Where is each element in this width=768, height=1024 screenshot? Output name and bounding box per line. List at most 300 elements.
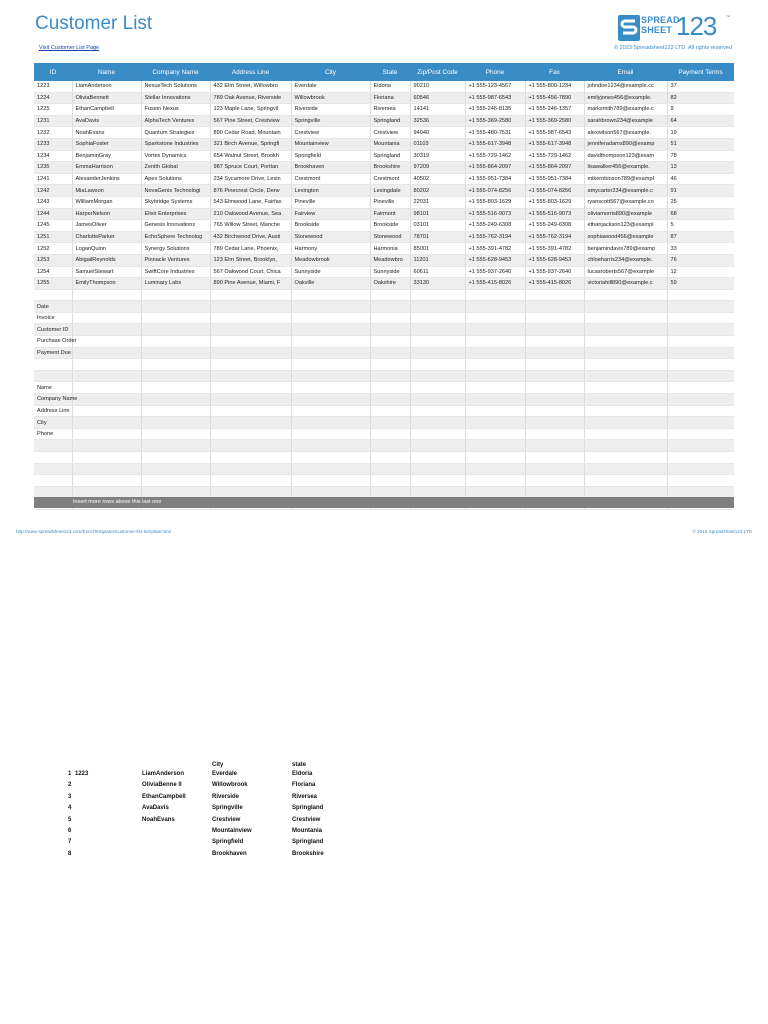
empty-cell[interactable] [410, 370, 465, 382]
table-cell[interactable]: +1 555-123-4567 [465, 81, 525, 92]
table-cell[interactable]: 1243 [34, 196, 72, 208]
template-url[interactable]: http://www.spreadsheet123.com/ExcelTemplates/customer-list-template.html [16, 529, 172, 534]
table-cell[interactable]: ethanjackson123@exampl [584, 220, 667, 232]
empty-cell[interactable] [410, 475, 465, 487]
column-header[interactable]: Company Name [141, 63, 210, 81]
empty-cell[interactable] [584, 405, 667, 417]
table-cell[interactable]: Pinnacle Ventures [141, 254, 210, 266]
table-cell[interactable]: alexwilson567@example. [584, 127, 667, 139]
empty-cell[interactable] [465, 417, 525, 429]
column-header[interactable]: City [291, 63, 370, 81]
empty-cell[interactable] [291, 475, 370, 487]
empty-cell[interactable] [465, 370, 525, 382]
empty-cell[interactable] [291, 428, 370, 440]
column-header[interactable]: Zip/Post Code [410, 63, 465, 81]
empty-cell[interactable] [370, 347, 410, 359]
empty-cell[interactable] [667, 312, 734, 324]
table-cell[interactable]: +1 555-729-1462 [525, 150, 584, 162]
table-cell[interactable]: 567 Oakwood Court, Chica [210, 266, 291, 278]
table-cell[interactable]: 85001 [410, 243, 465, 255]
empty-cell[interactable] [465, 463, 525, 475]
table-cell[interactable]: 1235 [34, 162, 72, 174]
empty-cell[interactable] [584, 440, 667, 452]
table-cell[interactable]: MiaLawson [72, 185, 141, 197]
table-cell[interactable]: 567 Pine Street, Crestview [210, 115, 291, 127]
empty-cell[interactable] [141, 359, 210, 371]
table-cell[interactable]: mikerobinson789@exampl [584, 173, 667, 185]
empty-cell[interactable] [72, 428, 141, 440]
table-cell[interactable]: 64 [667, 115, 734, 127]
table-cell[interactable]: Lexington [291, 185, 370, 197]
table-cell[interactable]: 94040 [410, 127, 465, 139]
empty-cell[interactable] [410, 405, 465, 417]
empty-cell[interactable] [210, 428, 291, 440]
table-cell[interactable]: +1 555-480-7531 [465, 127, 525, 139]
empty-cell[interactable] [72, 463, 141, 475]
table-cell[interactable]: 60546 [410, 92, 465, 104]
table-cell[interactable]: Crestmont [370, 173, 410, 185]
empty-cell[interactable] [584, 394, 667, 406]
table-cell[interactable]: 210 Oakwood Avenue, Sea [210, 208, 291, 220]
table-cell[interactable]: +1 555-987-6543 [525, 127, 584, 139]
table-cell[interactable]: 123 Elm Street, Brooklyn, [210, 254, 291, 266]
empty-cell[interactable] [584, 324, 667, 336]
table-cell[interactable]: JamesOliver [72, 220, 141, 232]
table-cell[interactable]: Fairmont [370, 208, 410, 220]
empty-cell[interactable] [525, 440, 584, 452]
empty-cell[interactable] [141, 405, 210, 417]
table-cell[interactable]: Fusion Nexus [141, 104, 210, 116]
empty-cell[interactable] [370, 417, 410, 429]
empty-cell[interactable] [370, 336, 410, 348]
empty-cell[interactable] [370, 382, 410, 394]
table-cell[interactable]: +1 555-987-6543 [465, 92, 525, 104]
empty-cell[interactable] [291, 347, 370, 359]
table-cell[interactable]: Springfield [291, 150, 370, 162]
empty-cell[interactable] [291, 440, 370, 452]
table-cell[interactable]: 5 [667, 220, 734, 232]
table-cell[interactable]: 1245 [34, 220, 72, 232]
table-cell[interactable]: 789 Oak Avenue, Riverside [210, 92, 291, 104]
empty-cell[interactable] [141, 324, 210, 336]
table-cell[interactable]: jenniferadams890@examp [584, 138, 667, 150]
table-cell[interactable]: CharlotteParker [72, 231, 141, 243]
table-cell[interactable]: 11201 [410, 254, 465, 266]
empty-cell[interactable] [291, 324, 370, 336]
table-cell[interactable]: Fairview [291, 208, 370, 220]
empty-cell[interactable] [370, 394, 410, 406]
empty-cell[interactable] [667, 324, 734, 336]
table-cell[interactable]: 654 Walnut Street, Brookh [210, 150, 291, 162]
table-cell[interactable]: Oakshire [370, 278, 410, 290]
table-cell[interactable]: johndoe1234@example.cc [584, 81, 667, 92]
empty-cell[interactable] [72, 440, 141, 452]
table-cell[interactable]: 13 [667, 162, 734, 174]
table-cell[interactable]: 82 [667, 92, 734, 104]
empty-cell[interactable] [141, 428, 210, 440]
empty-cell[interactable] [210, 440, 291, 452]
empty-cell[interactable] [525, 405, 584, 417]
table-cell[interactable]: Brookside [291, 220, 370, 232]
table-cell[interactable]: 80202 [410, 185, 465, 197]
table-cell[interactable]: +1 555-391-4782 [525, 243, 584, 255]
empty-cell[interactable] [584, 428, 667, 440]
table-cell[interactable]: Pineville [370, 196, 410, 208]
table-cell[interactable]: Stellar Innovations [141, 92, 210, 104]
table-cell[interactable]: Brookside [370, 220, 410, 232]
empty-cell[interactable] [410, 324, 465, 336]
table-cell[interactable]: +1 555-516-9073 [465, 208, 525, 220]
empty-cell[interactable] [210, 301, 291, 313]
table-cell[interactable]: davidthompson123@exam [584, 150, 667, 162]
table-cell[interactable]: SamuelStewart [72, 266, 141, 278]
table-cell[interactable]: marksmith789@example.c [584, 104, 667, 116]
empty-cell[interactable] [370, 440, 410, 452]
empty-cell[interactable] [410, 336, 465, 348]
table-cell[interactable]: 890 Pine Avenue, Miami, F [210, 278, 291, 290]
table-cell[interactable]: 12 [667, 266, 734, 278]
empty-cell[interactable] [525, 324, 584, 336]
empty-cell[interactable] [525, 475, 584, 487]
empty-cell[interactable] [370, 463, 410, 475]
table-cell[interactable]: AvaDavis [72, 115, 141, 127]
table-cell[interactable]: +1 555-246-8135 [465, 104, 525, 116]
table-cell[interactable]: +1 555-864-2097 [525, 162, 584, 174]
empty-cell[interactable] [410, 289, 465, 301]
table-cell[interactable]: 33130 [410, 278, 465, 290]
empty-cell[interactable] [410, 452, 465, 464]
empty-cell[interactable] [525, 463, 584, 475]
table-cell[interactable]: Sunnyside [370, 266, 410, 278]
empty-cell[interactable] [72, 452, 141, 464]
empty-cell[interactable] [410, 359, 465, 371]
empty-cell[interactable] [584, 336, 667, 348]
empty-cell[interactable] [141, 370, 210, 382]
empty-cell[interactable] [141, 440, 210, 452]
empty-cell[interactable] [525, 289, 584, 301]
table-cell[interactable]: 543 Elmwood Lane, Fairfax [210, 196, 291, 208]
empty-cell[interactable] [291, 394, 370, 406]
table-cell[interactable]: Skybridge Systems [141, 196, 210, 208]
table-cell[interactable]: victoriahill890@example.c [584, 278, 667, 290]
table-cell[interactable]: LiamAnderson [72, 81, 141, 92]
empty-cell[interactable] [72, 301, 141, 313]
column-header[interactable]: ID [34, 63, 72, 81]
table-cell[interactable]: NovaGenix Technologi [141, 185, 210, 197]
empty-cell[interactable] [370, 312, 410, 324]
empty-cell[interactable] [525, 452, 584, 464]
empty-cell[interactable] [72, 289, 141, 301]
table-cell[interactable]: 1232 [34, 127, 72, 139]
empty-cell[interactable] [667, 359, 734, 371]
empty-cell[interactable] [584, 382, 667, 394]
table-cell[interactable]: AlexanderJenkins [72, 173, 141, 185]
empty-cell[interactable] [465, 289, 525, 301]
empty-cell[interactable] [667, 301, 734, 313]
table-cell[interactable]: 30319 [410, 150, 465, 162]
empty-cell[interactable] [34, 440, 72, 452]
empty-cell[interactable] [370, 452, 410, 464]
empty-cell[interactable] [210, 312, 291, 324]
empty-cell[interactable] [465, 452, 525, 464]
empty-cell[interactable] [291, 463, 370, 475]
column-header[interactable]: Phone [465, 63, 525, 81]
empty-cell[interactable] [584, 370, 667, 382]
empty-cell[interactable] [210, 359, 291, 371]
table-cell[interactable]: Stonewood [291, 231, 370, 243]
table-cell[interactable]: 22031 [410, 196, 465, 208]
table-cell[interactable]: +1 555-074-8256 [525, 185, 584, 197]
empty-cell[interactable] [370, 370, 410, 382]
empty-cell[interactable] [667, 417, 734, 429]
empty-cell[interactable] [525, 370, 584, 382]
empty-cell[interactable] [584, 347, 667, 359]
empty-cell[interactable] [525, 301, 584, 313]
table-cell[interactable]: Zenith Global [141, 162, 210, 174]
empty-cell[interactable] [72, 347, 141, 359]
empty-cell[interactable] [667, 440, 734, 452]
empty-cell[interactable] [72, 324, 141, 336]
empty-cell[interactable] [370, 301, 410, 313]
empty-cell[interactable] [465, 428, 525, 440]
empty-cell[interactable] [465, 324, 525, 336]
empty-cell[interactable] [410, 301, 465, 313]
empty-cell[interactable] [410, 312, 465, 324]
empty-cell[interactable] [291, 370, 370, 382]
table-cell[interactable]: 97209 [410, 162, 465, 174]
table-cell[interactable]: sarahbrown234@example [584, 115, 667, 127]
empty-cell[interactable] [291, 289, 370, 301]
empty-cell[interactable] [465, 405, 525, 417]
empty-cell[interactable] [584, 463, 667, 475]
table-cell[interactable]: +1 555-246-1357 [525, 104, 584, 116]
empty-cell[interactable] [584, 417, 667, 429]
empty-cell[interactable] [141, 452, 210, 464]
table-cell[interactable]: +1 555-617-3948 [465, 138, 525, 150]
empty-cell[interactable] [465, 394, 525, 406]
table-cell[interactable]: 321 Birch Avenue, Springfi [210, 138, 291, 150]
table-cell[interactable]: 1231 [34, 115, 72, 127]
empty-cell[interactable] [465, 347, 525, 359]
empty-cell[interactable] [141, 347, 210, 359]
empty-cell[interactable] [667, 394, 734, 406]
table-cell[interactable]: 1225 [34, 104, 72, 116]
table-cell[interactable]: +1 555-762-3194 [525, 231, 584, 243]
empty-cell[interactable] [210, 452, 291, 464]
table-cell[interactable]: +1 555-074-8256 [465, 185, 525, 197]
table-cell[interactable]: 46 [667, 173, 734, 185]
table-cell[interactable]: NoahEvans [72, 127, 141, 139]
empty-cell[interactable] [584, 359, 667, 371]
table-cell[interactable]: 14141 [410, 104, 465, 116]
table-cell[interactable]: 1252 [34, 243, 72, 255]
table-cell[interactable]: EthanCampbell [72, 104, 141, 116]
empty-cell[interactable] [525, 382, 584, 394]
empty-cell[interactable] [210, 394, 291, 406]
empty-cell[interactable] [34, 289, 72, 301]
table-cell[interactable]: Elixir Enterprises [141, 208, 210, 220]
empty-cell[interactable] [667, 382, 734, 394]
table-cell[interactable]: 37 [667, 81, 734, 92]
table-cell[interactable]: Springland [370, 150, 410, 162]
table-cell[interactable]: Floriana [370, 92, 410, 104]
table-cell[interactable]: 25 [667, 196, 734, 208]
empty-cell[interactable] [141, 382, 210, 394]
table-cell[interactable]: Luminary Labs [141, 278, 210, 290]
empty-cell[interactable] [667, 475, 734, 487]
empty-cell[interactable] [584, 312, 667, 324]
empty-cell[interactable] [584, 301, 667, 313]
empty-cell[interactable] [465, 301, 525, 313]
empty-cell[interactable] [291, 312, 370, 324]
empty-cell[interactable] [584, 475, 667, 487]
empty-cell[interactable] [667, 289, 734, 301]
table-cell[interactable]: sophiawood456@example [584, 231, 667, 243]
table-cell[interactable]: SophiaFoster [72, 138, 141, 150]
table-cell[interactable]: Meadowbrook [291, 254, 370, 266]
table-cell[interactable]: 33 [667, 243, 734, 255]
table-cell[interactable]: 51 [667, 138, 734, 150]
empty-cell[interactable] [410, 463, 465, 475]
table-cell[interactable]: +1 555-803-1629 [525, 196, 584, 208]
table-cell[interactable]: 1251 [34, 231, 72, 243]
column-header[interactable]: Address Line [210, 63, 291, 81]
empty-cell[interactable] [465, 475, 525, 487]
table-cell[interactable]: +1 555-864-2097 [465, 162, 525, 174]
table-cell[interactable]: 59 [667, 278, 734, 290]
table-cell[interactable]: +1 555-249-6308 [465, 220, 525, 232]
table-cell[interactable]: +1 555-516-9073 [525, 208, 584, 220]
table-cell[interactable]: Oakville [291, 278, 370, 290]
table-cell[interactable]: Vortex Dynamics [141, 150, 210, 162]
table-cell[interactable]: 9 [667, 104, 734, 116]
table-cell[interactable]: Brookshire [370, 162, 410, 174]
table-cell[interactable]: chloeharris234@example. [584, 254, 667, 266]
empty-cell[interactable] [291, 417, 370, 429]
empty-cell[interactable] [410, 417, 465, 429]
empty-cell[interactable] [72, 382, 141, 394]
table-cell[interactable]: 1244 [34, 208, 72, 220]
table-cell[interactable]: HarperNelson [72, 208, 141, 220]
table-cell[interactable]: 90210 [410, 81, 465, 92]
table-cell[interactable]: +1 555-249-6308 [525, 220, 584, 232]
empty-cell[interactable] [72, 475, 141, 487]
empty-cell[interactable] [34, 452, 72, 464]
empty-cell[interactable] [291, 382, 370, 394]
empty-cell[interactable] [210, 463, 291, 475]
table-cell[interactable]: AlphaTech Ventures [141, 115, 210, 127]
empty-cell[interactable] [141, 475, 210, 487]
empty-cell[interactable] [370, 428, 410, 440]
empty-cell[interactable] [410, 394, 465, 406]
table-cell[interactable]: 789 Cedar Lane, Phoenix, [210, 243, 291, 255]
empty-cell[interactable] [291, 405, 370, 417]
empty-cell[interactable] [525, 417, 584, 429]
empty-cell[interactable] [34, 370, 72, 382]
table-cell[interactable]: Crestmont [291, 173, 370, 185]
empty-cell[interactable] [525, 359, 584, 371]
empty-cell[interactable] [465, 336, 525, 348]
table-cell[interactable]: 1254 [34, 266, 72, 278]
table-cell[interactable]: 32536 [410, 115, 465, 127]
empty-cell[interactable] [72, 336, 141, 348]
empty-cell[interactable] [465, 440, 525, 452]
empty-cell[interactable] [667, 463, 734, 475]
table-cell[interactable]: +1 555-628-9453 [525, 254, 584, 266]
table-cell[interactable]: 1234 [34, 150, 72, 162]
empty-cell[interactable] [141, 336, 210, 348]
empty-cell[interactable] [291, 359, 370, 371]
table-cell[interactable]: 432 Birchwood Drive, Austi [210, 231, 291, 243]
empty-cell[interactable] [72, 370, 141, 382]
empty-cell[interactable] [72, 312, 141, 324]
empty-cell[interactable] [210, 475, 291, 487]
table-cell[interactable]: Apex Solutions [141, 173, 210, 185]
table-cell[interactable]: BenjaminGray [72, 150, 141, 162]
table-cell[interactable]: oliviamorris890@example [584, 208, 667, 220]
empty-cell[interactable] [141, 301, 210, 313]
table-cell[interactable]: 01103 [410, 138, 465, 150]
table-cell[interactable]: 123 Maple Lane, Springvil [210, 104, 291, 116]
empty-cell[interactable] [141, 417, 210, 429]
table-cell[interactable]: +1 555-456-7890 [525, 92, 584, 104]
table-cell[interactable]: 91 [667, 185, 734, 197]
table-cell[interactable]: 98101 [410, 208, 465, 220]
empty-cell[interactable] [525, 347, 584, 359]
empty-cell[interactable] [141, 312, 210, 324]
table-cell[interactable]: 432 Elm Street, Willowbro [210, 81, 291, 92]
visit-customer-list-link[interactable]: Visit Customer List Page [39, 45, 100, 51]
empty-cell[interactable] [410, 428, 465, 440]
empty-cell[interactable] [410, 440, 465, 452]
column-header[interactable]: Payment Terms [667, 63, 734, 81]
empty-cell[interactable] [210, 405, 291, 417]
table-cell[interactable]: Eldoria [370, 81, 410, 92]
empty-cell[interactable] [34, 463, 72, 475]
table-cell[interactable]: WilliamMorgan [72, 196, 141, 208]
empty-cell[interactable] [667, 405, 734, 417]
table-cell[interactable]: 1253 [34, 254, 72, 266]
empty-cell[interactable] [667, 428, 734, 440]
empty-cell[interactable] [210, 417, 291, 429]
table-cell[interactable]: +1 555-391-4782 [465, 243, 525, 255]
table-cell[interactable]: Mountania [370, 138, 410, 150]
empty-cell[interactable] [584, 452, 667, 464]
table-cell[interactable]: 78 [667, 150, 734, 162]
empty-cell[interactable] [370, 324, 410, 336]
table-cell[interactable]: +1 555-951-7384 [465, 173, 525, 185]
table-cell[interactable]: LoganQuinn [72, 243, 141, 255]
empty-cell[interactable] [291, 452, 370, 464]
table-cell[interactable]: lucasroberts567@example [584, 266, 667, 278]
table-cell[interactable]: 987 Spruce Court, Portlan [210, 162, 291, 174]
empty-cell[interactable] [210, 382, 291, 394]
table-cell[interactable]: 68 [667, 208, 734, 220]
empty-cell[interactable] [410, 382, 465, 394]
table-cell[interactable]: Meadowbro [370, 254, 410, 266]
empty-cell[interactable] [72, 359, 141, 371]
table-cell[interactable]: +1 555-937-2640 [525, 266, 584, 278]
empty-cell[interactable] [465, 382, 525, 394]
empty-cell[interactable] [525, 394, 584, 406]
empty-cell[interactable] [370, 289, 410, 301]
empty-cell[interactable] [465, 359, 525, 371]
table-cell[interactable]: Everdale [291, 81, 370, 92]
empty-cell[interactable] [210, 324, 291, 336]
column-header[interactable]: State [370, 63, 410, 81]
table-cell[interactable]: EmilyThompson [72, 278, 141, 290]
empty-cell[interactable] [465, 312, 525, 324]
